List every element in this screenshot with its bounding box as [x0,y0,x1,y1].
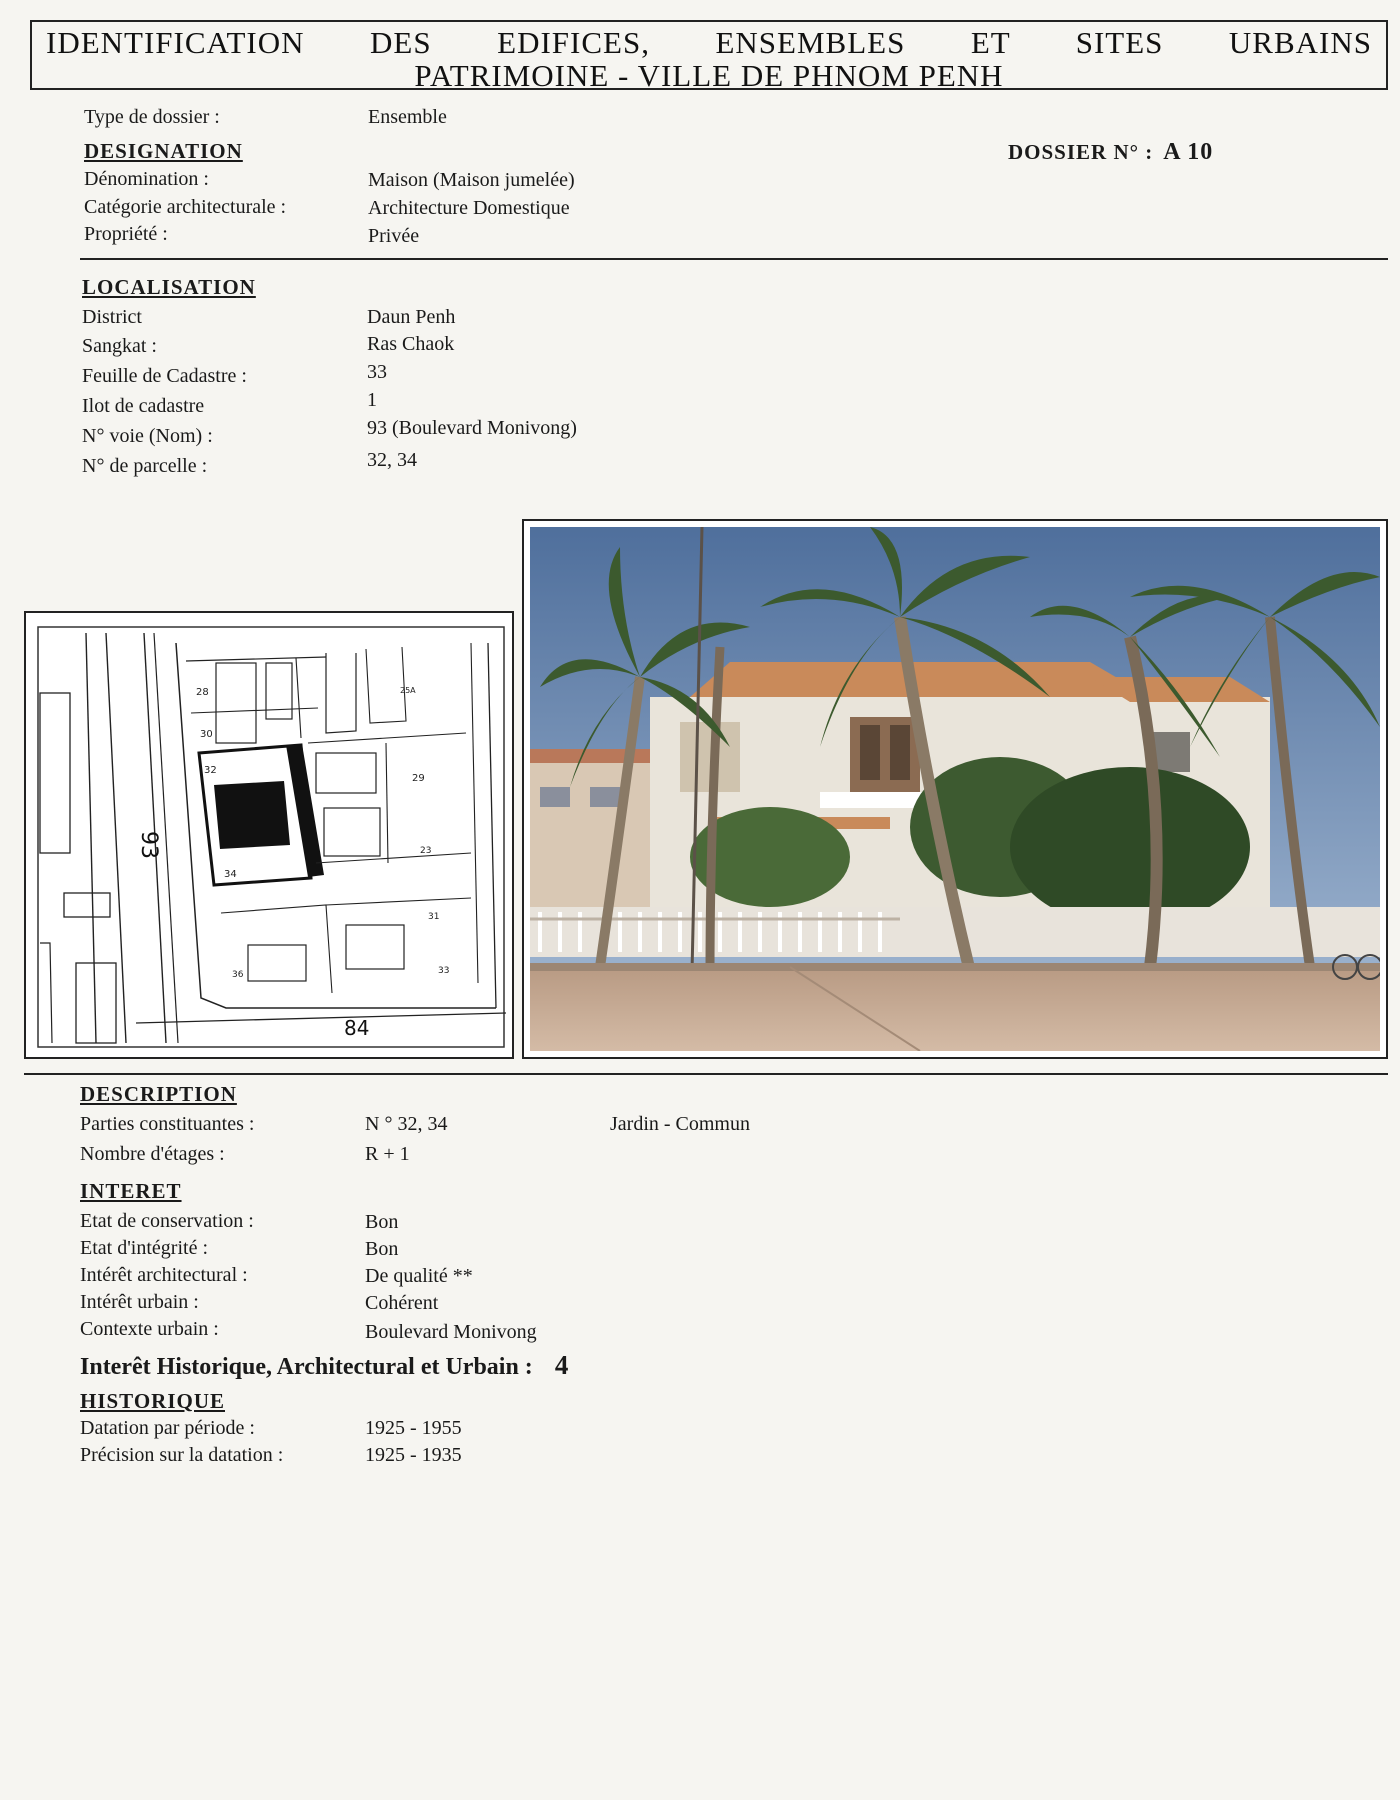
localisation-value: 1 [367,389,377,411]
description-value: R + 1 [365,1143,410,1165]
localisation-label: Feuille de Cadastre : [82,365,247,387]
parcel-label: 30 [200,729,213,740]
localisation-value: Ras Chaok [367,333,455,355]
localisation-value: 93 (Boulevard Monivong) [367,417,577,439]
section-divider [80,258,1388,260]
interet-heading: INTERET [80,1179,182,1203]
dossier-type-value: Ensemble [368,106,447,128]
historique-label: Précision sur la datation : [80,1444,284,1466]
localisation-label: N° de parcelle : [82,455,208,477]
description-value: N ° 32, 34 [365,1113,448,1135]
localisation-label: Sangkat : [82,335,157,357]
header-title-box [30,20,1388,93]
parcel-label: 23 [420,846,432,856]
parcel-label: 36 [232,970,244,980]
localisation-value: 32, 34 [367,449,417,471]
street-label-93: 93 [136,831,161,859]
interet-summary-score: 4 [554,1350,569,1380]
description-label: Parties constituantes : [80,1113,255,1135]
interet-label: Intérêt urbain : [80,1291,199,1313]
interet-value: Cohérent [365,1292,439,1314]
dossier-number-value: A 10 [1163,139,1214,165]
localisation-value: 33 [367,361,387,383]
street-label-84: 84 [344,1016,370,1040]
interet-value: Bon [365,1211,399,1233]
historique-value: 1925 - 1935 [365,1444,462,1466]
designation-label: Catégorie architecturale : [84,196,287,218]
designation-value: Architecture Domestique [368,197,570,219]
interet-label: Contexte urbain : [80,1318,219,1340]
designation-value: Maison (Maison jumelée) [368,169,575,191]
description-heading: DESCRIPTION [80,1082,237,1106]
cadastral-map-drawing [26,613,512,1057]
dossier-number [1008,139,1213,166]
building-photo-illustration [530,527,1380,1051]
parcel-label: 32 [204,765,217,776]
localisation-heading: LOCALISATION [82,275,256,299]
building-photo [522,519,1388,1059]
parcel-label: 33 [438,966,450,976]
parcel-label: 31 [428,912,440,922]
header-line-1: IDENTIFICATION DES EDIFICES, ENSEMBLES ET SITES URBAINS [46,25,1372,60]
parcel-label: 28 [196,687,209,698]
designation-label: Propriété : [84,223,168,245]
interet-label: Etat de conservation : [80,1210,254,1232]
section-divider [24,1073,1388,1075]
localisation-label: N° voie (Nom) : [82,425,213,447]
parcel-label: 25A [400,686,416,695]
interet-summary-label: Interêt Historique, Architectural et Urbain : [80,1354,533,1380]
dossier-number-label: DOSSIER N° : [1008,140,1154,164]
description-label: Nombre d'étages : [80,1143,225,1165]
localisation-label: District [82,306,142,328]
interet-label: Etat d'intégrité : [80,1237,209,1259]
designation-value: Privée [368,225,420,247]
dossier-type-label: Type de dossier : [84,106,220,128]
interet-value: Boulevard Monivong [365,1321,537,1343]
interet-value: Bon [365,1238,399,1260]
localisation-value: Daun Penh [367,306,456,328]
localisation-label: Ilot de cadastre [82,395,205,417]
historique-label: Datation par période : [80,1417,255,1439]
description-extra: Jardin - Commun [610,1113,750,1135]
historique-value: 1925 - 1955 [365,1417,462,1439]
header-line-2: PATRIMOINE - VILLE DE PHNOM PENH [414,58,1004,93]
designation-label: Dénomination : [84,168,209,190]
interet-value: De qualité ** [365,1265,473,1287]
parcel-label: 29 [412,773,425,784]
cadastral-map [24,611,514,1059]
parcel-label: 34 [224,869,237,880]
interet-label: Intérêt architectural : [80,1264,248,1286]
historique-heading: HISTORIQUE [80,1389,225,1413]
interet-summary [80,1350,568,1381]
designation-heading: DESIGNATION [84,139,243,163]
